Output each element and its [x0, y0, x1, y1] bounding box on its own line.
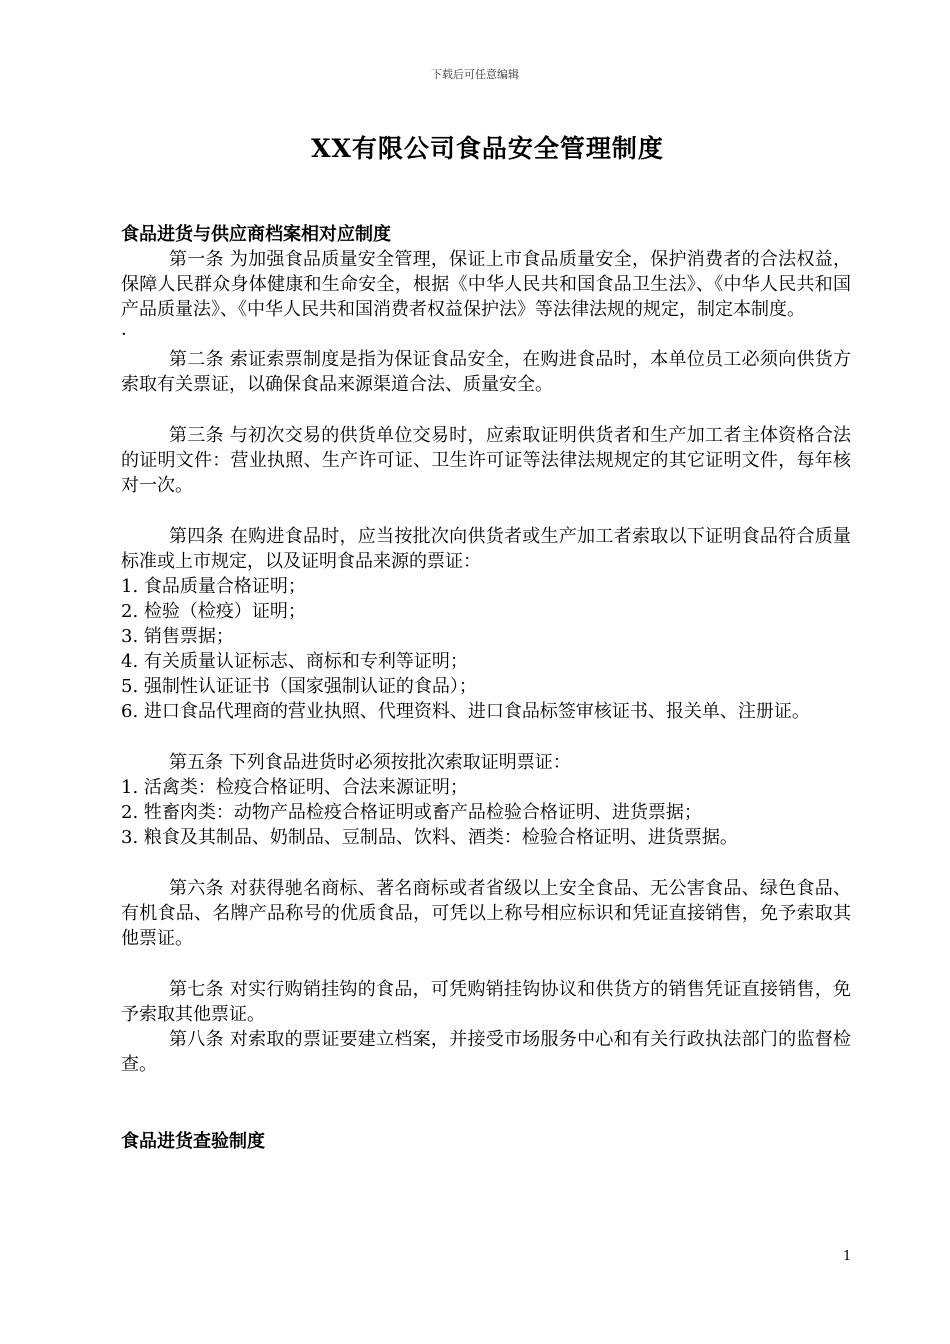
- document-title: XX有限公司食品安全管理制度: [311, 134, 664, 163]
- paragraph-gap: [121, 951, 851, 977]
- page-number: 1: [843, 1249, 852, 1264]
- paragraph-gap: [121, 498, 851, 524]
- article-8: 第八条 对索取的票证要建立档案，并接受市场服务中心和有关行政执法部门的监督检查。: [121, 1029, 851, 1075]
- article-4-item: 5. 强制性认证证书（国家强制认证的食品）；: [121, 676, 477, 697]
- article-4-item: 2. 检验（检疫）证明；: [121, 601, 306, 622]
- article-5-item: 2. 牲畜肉类：动物产品检疫合格证明或畜产品检验合格证明、进货票据；: [121, 802, 702, 823]
- paragraph-gap: [121, 850, 851, 876]
- article-5-item: 3. 粮食及其制品、奶制品、豆制品、饮料、酒类：检验合格证明、进货票据。: [121, 827, 738, 848]
- article-4-item: 4. 有关质量认证标志、商标和专利等证明；: [121, 651, 468, 672]
- article-7: 第七条 对实行购销挂钩的食品，可凭购销挂钩协议和供货方的销售凭证直接销售，免予索取其他票证。: [121, 979, 851, 1025]
- article-1: 第一条 为加强食品质量安全管理，保证上市食品质量安全，保护消费者的合法权益，保障人民群众身体健康和生命安全，根据《中华人民共和国食品卫生法》、《中华人民共和国产品质量法》、《中华人民共和国消费者权益保护法》等法律法规的规定，制定本制度。: [121, 249, 851, 320]
- article-4-item: 6. 进口食品代理商的营业执照、代理资料、进口食品标签审核证书、报关单、注册证。: [121, 701, 810, 722]
- article-5-item: 1. 活禽类：检疫合格证明、合法来源证明；: [121, 777, 468, 798]
- article-4-item: 1. 食品质量合格证明；: [121, 576, 306, 597]
- header-note: 下载后可任意编辑: [431, 68, 519, 81]
- paragraph-gap: [121, 397, 851, 423]
- section-gap: [121, 1077, 851, 1129]
- section-heading-inspection: 食品进货查验制度: [121, 1131, 265, 1152]
- stray-dot: ·: [121, 324, 127, 345]
- paragraph-gap: [121, 724, 851, 750]
- article-4-item: 3. 销售票据；: [121, 626, 234, 647]
- article-3: 第三条 与初次交易的供货单位交易时，应索取证明供货者和生产加工者主体资格合法的证明文件：营业执照、生产许可证、卫生许可证等法律法规规定的其它证明文件，每年核对一次。: [121, 425, 851, 496]
- article-5: 第五条 下列食品进货时必须按批次索取证明票证：: [169, 752, 571, 773]
- section-heading-supplier-records: 食品进货与供应商档案相对应制度: [121, 224, 391, 245]
- document-body: [121, 222, 851, 1154]
- article-6: 第六条 对获得驰名商标、著名商标或者省级以上安全食品、无公害食品、绿色食品、有机食品、名牌产品称号的优质食品，可凭以上称号相应标识和凭证直接销售，免予索取其他票证。: [121, 878, 851, 949]
- article-2: 第二条 索证索票制度是指为保证食品安全，在购进食品时，本单位员工必须向供货方索取有关票证，以确保食品来源渠道合法、质量安全。: [121, 349, 851, 395]
- article-4: 第四条 在购进食品时，应当按批次向供货者或生产加工者索取以下证明食品符合质量标准或上市规定，以及证明食品来源的票证：: [121, 526, 851, 572]
